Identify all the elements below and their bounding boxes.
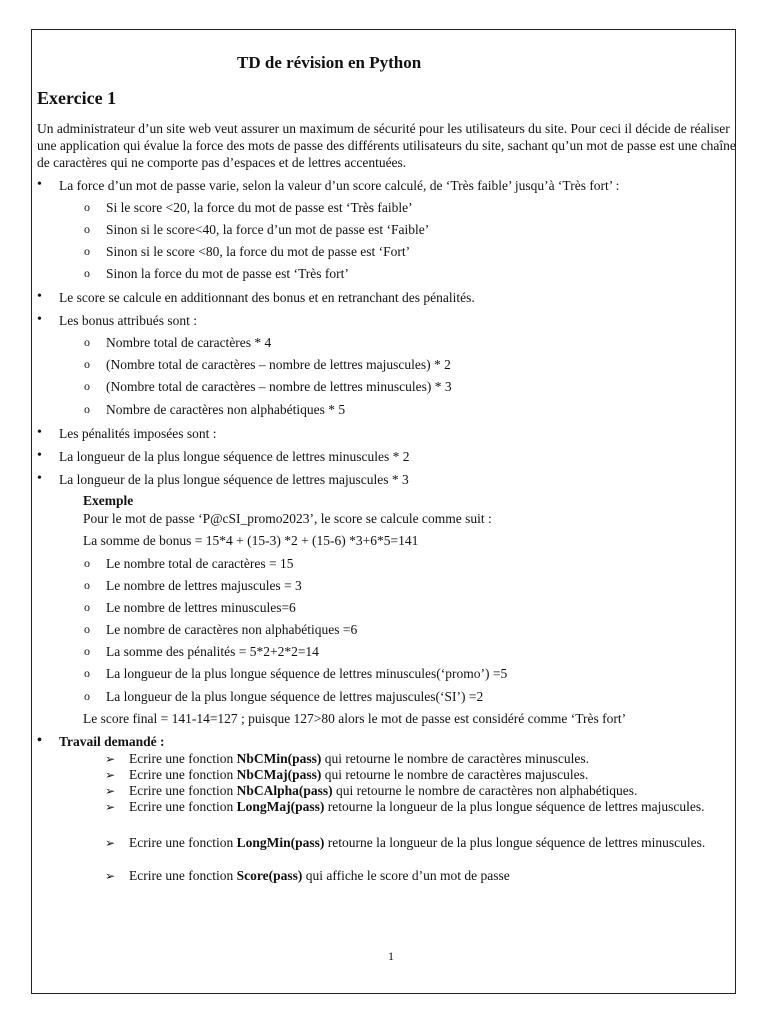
example-heading: Exemple	[83, 493, 134, 508]
example-item: o La longueur de la plus longue séquence de lettres minuscules(‘promo’) =5	[106, 666, 507, 682]
penalty-item: • La longueur de la plus longue séquence de lettres minuscules * 2	[59, 449, 410, 465]
task-text: retourne la longueur de la plus longue séquence de lettres minuscules.	[324, 835, 706, 850]
bullet-force: • La force d’un mot de passe varie, selon la valeur d’un score calculé, de ‘Très faible’ jusqu’à ‘Très fort’ :	[59, 178, 619, 194]
task-text: Ecrire une fonction	[129, 799, 237, 814]
example-item: o Le nombre total de caractères = 15	[106, 556, 294, 572]
task-function-name: Score(pass)	[236, 868, 303, 883]
task-text: qui retourne le nombre de caractères majuscules.	[321, 767, 589, 782]
page-number: 1	[388, 949, 394, 963]
exercise-heading: Exercice 1	[37, 88, 117, 108]
task-item	[129, 783, 719, 799]
example-item: o Le nombre de lettres minuscules=6	[106, 600, 296, 616]
task-text: retourne la longueur de la plus longue séquence de lettres majuscules.	[324, 799, 705, 814]
bonus-item: o (Nombre total de caractères – nombre de lettres majuscules) * 2	[106, 357, 451, 373]
force-level-item: o Sinon si le score<40, la force d’un mot de passe est ‘Faible’	[106, 222, 429, 238]
example-item: o Le nombre de caractères non alphabétiques =6	[106, 622, 357, 638]
bullet-penalties: • Les pénalités imposées sont :	[59, 426, 216, 442]
task-item	[129, 767, 719, 783]
task-item	[129, 751, 719, 767]
task-function-name: LongMin(pass)	[236, 835, 325, 850]
bullet-bonus: • Les bonus attribués sont :	[59, 313, 197, 329]
force-level-item: o Sinon si le score <80, la force du mot de passe est ‘Fort’	[106, 244, 410, 260]
task-item	[129, 799, 719, 815]
penalty-item: • La longueur de la plus longue séquence de lettres majuscules * 3	[59, 472, 409, 488]
task-function-name: LongMaj(pass)	[236, 799, 325, 814]
task-item	[129, 835, 719, 851]
example-item: o La longueur de la plus longue séquence de lettres majuscules(‘SI’) =2	[106, 689, 483, 705]
example-final-score: Le score final = 141-14=127 ; puisque 127>80 alors le mot de passe est considéré comme ‘Très fort’	[83, 711, 627, 726]
force-level-item: o Sinon la force du mot de passe est ‘Très fort’	[106, 266, 349, 282]
task-text: Ecrire une fonction	[129, 835, 237, 850]
example-intro: Pour le mot de passe ‘P@cSI_promo2023’, le score se calcule comme suit :	[83, 511, 492, 526]
bonus-item: o Nombre de caractères non alphabétiques * 5	[106, 402, 345, 418]
task-text: qui affiche le score d’un mot de passe	[302, 868, 510, 883]
task-item	[129, 868, 719, 884]
example-item: o Le nombre de lettres majuscules = 3	[106, 578, 302, 594]
work-heading: • Travail demandé :	[59, 734, 165, 750]
bonus-item: o (Nombre total de caractères – nombre de lettres minuscules) * 3	[106, 379, 452, 395]
task-text: Ecrire une fonction	[129, 767, 237, 782]
task-text: qui retourne le nombre de caractères minuscules.	[321, 751, 589, 766]
intro-paragraph: Un administrateur d’un site web veut assurer un maximum de sécurité pour les utilisateurs du site. Pour ceci il décide de réaliser une application qui évalue la force des mots de passe des différents utilisateurs du site, sachant qu’un mot de passe est une chaîne de caractères qui ne comporte pas d’espaces et de lettres accentuées.	[37, 121, 736, 170]
task-function-name: NbCMin(pass)	[236, 751, 322, 766]
example-item: o La somme des pénalités = 5*2+2*2=14	[106, 644, 319, 660]
force-level-item: o Si le score <20, la force du mot de passe est ‘Très faible’	[106, 200, 413, 216]
task-text: Ecrire une fonction	[129, 868, 237, 883]
task-function-name: NbCAlpha(pass)	[236, 783, 333, 798]
example-bonus-sum: La somme de bonus = 15*4 + (15-3) *2 + (15-6) *3+6*5=141	[83, 533, 419, 548]
bonus-item: o Nombre total de caractères * 4	[106, 335, 271, 351]
task-text: Ecrire une fonction	[129, 783, 237, 798]
document-title: TD de révision en Python	[237, 53, 422, 72]
task-function-name: NbCMaj(pass)	[236, 767, 322, 782]
bullet-score: • Le score se calcule en additionnant des bonus et en retranchant des pénalités.	[59, 290, 475, 306]
task-text: qui retourne le nombre de caractères non alphabétiques.	[332, 783, 638, 798]
task-text: Ecrire une fonction	[129, 751, 237, 766]
